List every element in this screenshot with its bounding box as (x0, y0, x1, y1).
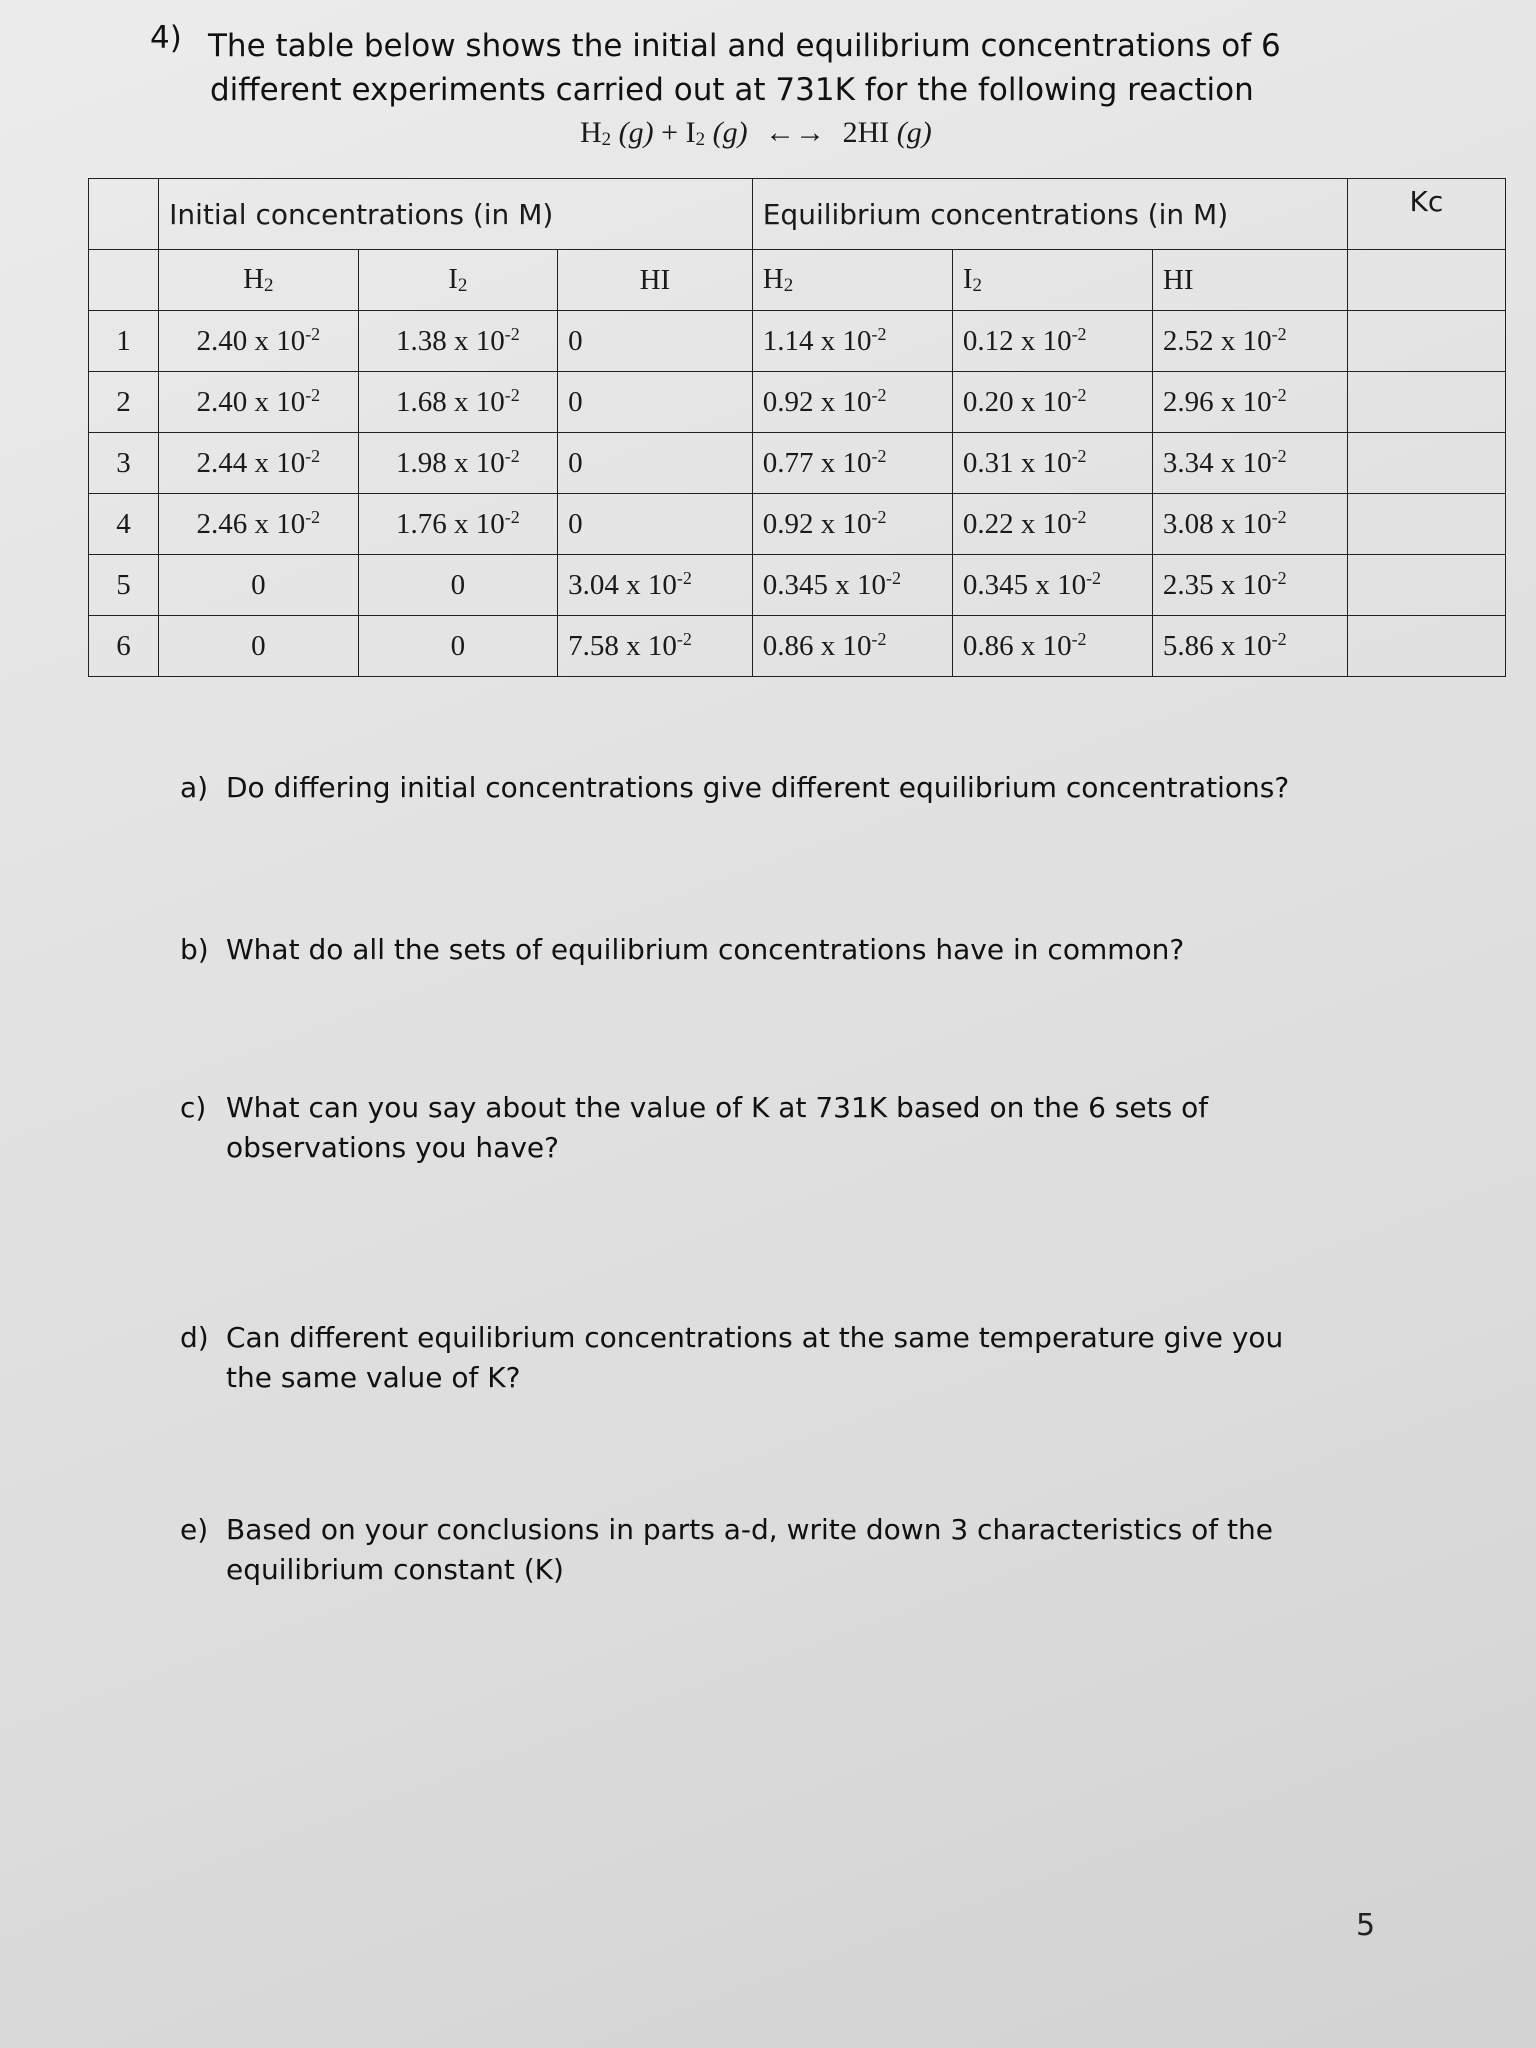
equilibrium-arrow-icon: ←→ (765, 116, 826, 149)
question-e-text-line-2: equilibrium constant (K) (226, 1553, 564, 1586)
initial-h2-cell: 2.46 x $10^{-2}$ (159, 494, 359, 555)
header-corner-cell (89, 179, 159, 250)
equilibrium-i2-cell: 0.20 x $10^{-2}$ (952, 372, 1152, 433)
kc-blank-cell[interactable] (1347, 494, 1505, 555)
question-a-label: a) (180, 771, 209, 804)
plus-sign: + (661, 116, 679, 149)
question-b-text: What do all the sets of equilibrium concentrations have in common? (226, 933, 1185, 966)
subheader-kc-cell (1347, 250, 1505, 311)
initial-h2-cell: 2.44 x $10^{-2}$ (159, 433, 359, 494)
question-c (180, 1088, 1208, 1168)
question-text-line-2: different experiments carried out at 731K for the following reaction (210, 72, 1254, 108)
table-row (89, 616, 1506, 677)
table-row (89, 494, 1506, 555)
kc-blank-cell[interactable] (1347, 372, 1505, 433)
question-d-label: d) (180, 1321, 209, 1354)
row-number: 2 (89, 372, 159, 433)
row-number: 6 (89, 616, 159, 677)
initial-i2-cell: 0 (358, 555, 558, 616)
question-d-text-line-2: the same value of K? (226, 1361, 521, 1394)
page-number: 5 (1356, 1908, 1376, 1943)
concentrations-table (88, 178, 1506, 677)
kc-blank-cell[interactable] (1347, 616, 1505, 677)
question-a-text: Do differing initial concentrations give different equilibrium concentrations? (226, 771, 1290, 804)
equilibrium-i2-cell: 0.86 x $10^{-2}$ (952, 616, 1152, 677)
table-header-row (89, 179, 1506, 250)
row-number: 3 (89, 433, 159, 494)
subheader-initial-i2: I2 (358, 250, 558, 311)
equilibrium-h2-cell: 0.86 x $10^{-2}$ (752, 616, 952, 677)
equilibrium-h2-cell: 0.77 x $10^{-2}$ (752, 433, 952, 494)
equilibrium-h2-cell: 1.14 x $10^{-2}$ (752, 311, 952, 372)
equilibrium-h2-cell: 0.92 x $10^{-2}$ (752, 372, 952, 433)
question-number: 4) (150, 20, 182, 56)
question-a (180, 768, 1289, 808)
reaction-equation (580, 116, 932, 151)
state-gas-3: (g) (896, 116, 932, 149)
question-c-text-line-1: What can you say about the value of K at 731K based on the 6 sets of (226, 1091, 1209, 1124)
state-gas-1: (g) (618, 116, 654, 149)
kc-blank-cell[interactable] (1347, 555, 1505, 616)
table-subheader-row (89, 250, 1506, 311)
table-row (89, 555, 1506, 616)
question-b (180, 930, 1184, 970)
initial-hi-cell: 0 (558, 494, 753, 555)
initial-h2-cell: 2.40 x $10^{-2}$ (159, 372, 359, 433)
initial-i2-cell: 1.76 x $10^{-2}$ (358, 494, 558, 555)
equilibrium-hi-cell: 2.52 x $10^{-2}$ (1152, 311, 1347, 372)
row-number: 5 (89, 555, 159, 616)
initial-hi-cell: 0 (558, 311, 753, 372)
question-d (180, 1318, 1283, 1398)
equilibrium-i2-cell: 0.345 x $10^{-2}$ (952, 555, 1152, 616)
equilibrium-hi-cell: 3.08 x $10^{-2}$ (1152, 494, 1347, 555)
state-gas-2: (g) (712, 116, 748, 149)
row-number: 1 (89, 311, 159, 372)
equilibrium-h2-cell: 0.345 x $10^{-2}$ (752, 555, 952, 616)
initial-hi-cell: 7.58 x $10^{-2}$ (558, 616, 753, 677)
equilibrium-h2-cell: 0.92 x $10^{-2}$ (752, 494, 952, 555)
product-hi: 2HI (842, 116, 890, 149)
subheader-equilibrium-i2: I2 (952, 250, 1152, 311)
equilibrium-hi-cell: 5.86 x $10^{-2}$ (1152, 616, 1347, 677)
question-d-text-line-1: Can different equilibrium concentrations at the same temperature give you (226, 1321, 1284, 1354)
equilibrium-hi-cell: 3.34 x $10^{-2}$ (1152, 433, 1347, 494)
reactant-i2: I2 (685, 116, 706, 150)
initial-hi-cell: 0 (558, 372, 753, 433)
reactant-h2: H2 (580, 116, 612, 150)
initial-h2-cell: 0 (159, 555, 359, 616)
table-row (89, 372, 1506, 433)
initial-hi-cell: 0 (558, 433, 753, 494)
initial-i2-cell: 1.38 x $10^{-2}$ (358, 311, 558, 372)
row-number: 4 (89, 494, 159, 555)
initial-i2-cell: 0 (358, 616, 558, 677)
question-c-label: c) (180, 1091, 207, 1124)
equilibrium-i2-cell: 0.31 x $10^{-2}$ (952, 433, 1152, 494)
equilibrium-hi-cell: 2.96 x $10^{-2}$ (1152, 372, 1347, 433)
kc-blank-cell[interactable] (1347, 433, 1505, 494)
question-text-line-1: The table below shows the initial and equilibrium concentrations of 6 (208, 28, 1281, 64)
header-equilibrium-concentrations: Equilibrium concentrations (in M) (752, 179, 1347, 250)
initial-h2-cell: 2.40 x $10^{-2}$ (159, 311, 359, 372)
question-b-label: b) (180, 933, 209, 966)
subheader-equilibrium-h2: H2 (752, 250, 952, 311)
header-initial-concentrations: Initial concentrations (in M) (159, 179, 753, 250)
subheader-initial-hi: HI (558, 250, 753, 311)
subheader-corner-cell (89, 250, 159, 311)
question-e (180, 1510, 1273, 1590)
subheader-equilibrium-hi: HI (1152, 250, 1347, 311)
subheader-initial-h2: H2 (159, 250, 359, 311)
table-row (89, 311, 1506, 372)
equilibrium-i2-cell: 0.22 x $10^{-2}$ (952, 494, 1152, 555)
initial-hi-cell: 3.04 x $10^{-2}$ (558, 555, 753, 616)
table-row (89, 433, 1506, 494)
header-kc: Kc (1347, 179, 1505, 250)
initial-h2-cell: 0 (159, 616, 359, 677)
initial-i2-cell: 1.98 x $10^{-2}$ (358, 433, 558, 494)
kc-blank-cell[interactable] (1347, 311, 1505, 372)
initial-i2-cell: 1.68 x $10^{-2}$ (358, 372, 558, 433)
question-c-text-line-2: observations you have? (226, 1131, 559, 1164)
question-e-text-line-1: Based on your conclusions in parts a-d, write down 3 characteristics of the (226, 1513, 1273, 1546)
question-e-label: e) (180, 1513, 209, 1546)
equilibrium-i2-cell: 0.12 x $10^{-2}$ (952, 311, 1152, 372)
equilibrium-hi-cell: 2.35 x $10^{-2}$ (1152, 555, 1347, 616)
